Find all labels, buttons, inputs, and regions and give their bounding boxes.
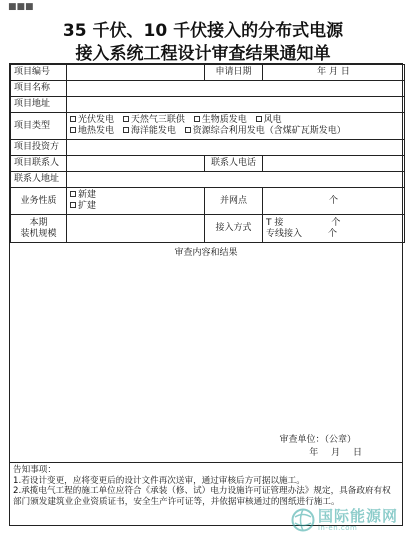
watermark bbox=[290, 507, 398, 533]
access-options bbox=[263, 215, 405, 243]
review-date: 年 月 日 bbox=[309, 448, 362, 458]
checkbox-icon bbox=[123, 116, 129, 122]
checkbox-icon bbox=[185, 127, 191, 133]
project-no-field[interactable] bbox=[67, 65, 205, 81]
document-title-line1: 35 千伏、10 千伏接入的分布式电源 bbox=[62, 21, 344, 41]
globe-logo-icon bbox=[290, 507, 316, 533]
notice-title: 告知事项： bbox=[13, 465, 56, 475]
project-type-options bbox=[67, 113, 405, 140]
type-option-solar[interactable]: 光伏发电 bbox=[70, 115, 114, 126]
contact-label: 项目联系人 bbox=[11, 156, 67, 172]
type-option-gas-cchp[interactable]: 天然气三联供 bbox=[123, 115, 185, 126]
project-addr-field[interactable] bbox=[67, 97, 405, 113]
project-name-label: 项目名称 bbox=[11, 81, 67, 97]
watermark-text-cn: 国际能源网 bbox=[317, 507, 398, 525]
project-type-label: 项目类型 bbox=[11, 113, 67, 140]
type-option-geothermal[interactable]: 地热发电 bbox=[70, 126, 114, 137]
grid-points-field[interactable] bbox=[263, 188, 405, 215]
review-results-area[interactable] bbox=[10, 245, 402, 455]
type-option-wind[interactable]: 风电 bbox=[256, 115, 282, 126]
review-unit-stamp: 审查单位：（公章） bbox=[279, 435, 356, 445]
project-addr-label: 项目地址 bbox=[11, 97, 67, 113]
checkbox-icon bbox=[70, 191, 76, 197]
form-table bbox=[10, 64, 405, 243]
access-option-dedicated[interactable]: 专线接入 个 bbox=[266, 228, 338, 239]
review-notice-form bbox=[9, 63, 403, 526]
capacity-label-line1: 本期 bbox=[29, 217, 48, 228]
capacity-field[interactable] bbox=[67, 215, 205, 243]
watermark-text-en: in-en.com bbox=[317, 524, 358, 532]
investor-label: 项目投资方 bbox=[11, 140, 67, 156]
grid-points-unit: 个 bbox=[328, 195, 338, 206]
notice-item-1: 1.若设计变更，应将变更后的设计文件再次送审，通过审核后方可据以施工。 bbox=[13, 475, 305, 486]
contact-addr-label: 联系人地址 bbox=[11, 172, 67, 188]
document-title-line2: 接入系统工程设计审查结果通知单 bbox=[75, 44, 331, 64]
contact-phone-label: 联系人电话 bbox=[205, 156, 263, 172]
checkbox-icon bbox=[123, 127, 129, 133]
contact-field[interactable] bbox=[67, 156, 205, 172]
checkbox-icon bbox=[70, 116, 76, 122]
notice-item-2: 2.承揽电气工程的施工单位应符合《承装（修、试）电力设施许可证管理办法》规定，具备政府有权部门颁发建筑业企业资质证书，安全生产许可证等，并依据审核通过的图纸进行施工。 bbox=[13, 486, 391, 507]
business-option-new[interactable]: 新建 bbox=[70, 190, 201, 201]
capacity-label bbox=[11, 215, 67, 243]
grid-points-label: 并网点 bbox=[205, 188, 263, 215]
checkbox-icon bbox=[70, 202, 76, 208]
access-label: 接入方式 bbox=[205, 215, 263, 243]
apply-date-label: 申请日期 bbox=[205, 65, 263, 81]
type-option-biomass[interactable]: 生物质发电 bbox=[194, 115, 247, 126]
business-label: 业务性质 bbox=[11, 188, 67, 215]
notice-section bbox=[10, 462, 402, 507]
checkbox-icon bbox=[256, 116, 262, 122]
apply-date-field[interactable]: 年 月 日 bbox=[263, 65, 405, 81]
project-name-field[interactable] bbox=[67, 81, 405, 97]
type-option-resource[interactable]: 资源综合利用发电（含煤矿瓦斯发电） bbox=[185, 126, 346, 137]
checkbox-icon bbox=[70, 127, 76, 133]
project-no-label: 项目编号 bbox=[11, 65, 67, 81]
investor-field[interactable] bbox=[67, 140, 405, 156]
contact-phone-field[interactable] bbox=[263, 156, 405, 172]
review-header: 审查内容和结果 bbox=[174, 248, 238, 258]
type-option-ocean[interactable]: 海洋能发电 bbox=[123, 126, 176, 137]
checkbox-icon bbox=[194, 116, 200, 122]
page-top-mark: ■■■ bbox=[8, 2, 34, 12]
capacity-label-line2: 装机规模 bbox=[20, 228, 57, 239]
access-option-t[interactable]: T 接 个 bbox=[266, 217, 341, 228]
business-options bbox=[67, 188, 205, 215]
business-option-expand[interactable]: 扩建 bbox=[70, 201, 201, 212]
contact-addr-field[interactable] bbox=[67, 172, 405, 188]
